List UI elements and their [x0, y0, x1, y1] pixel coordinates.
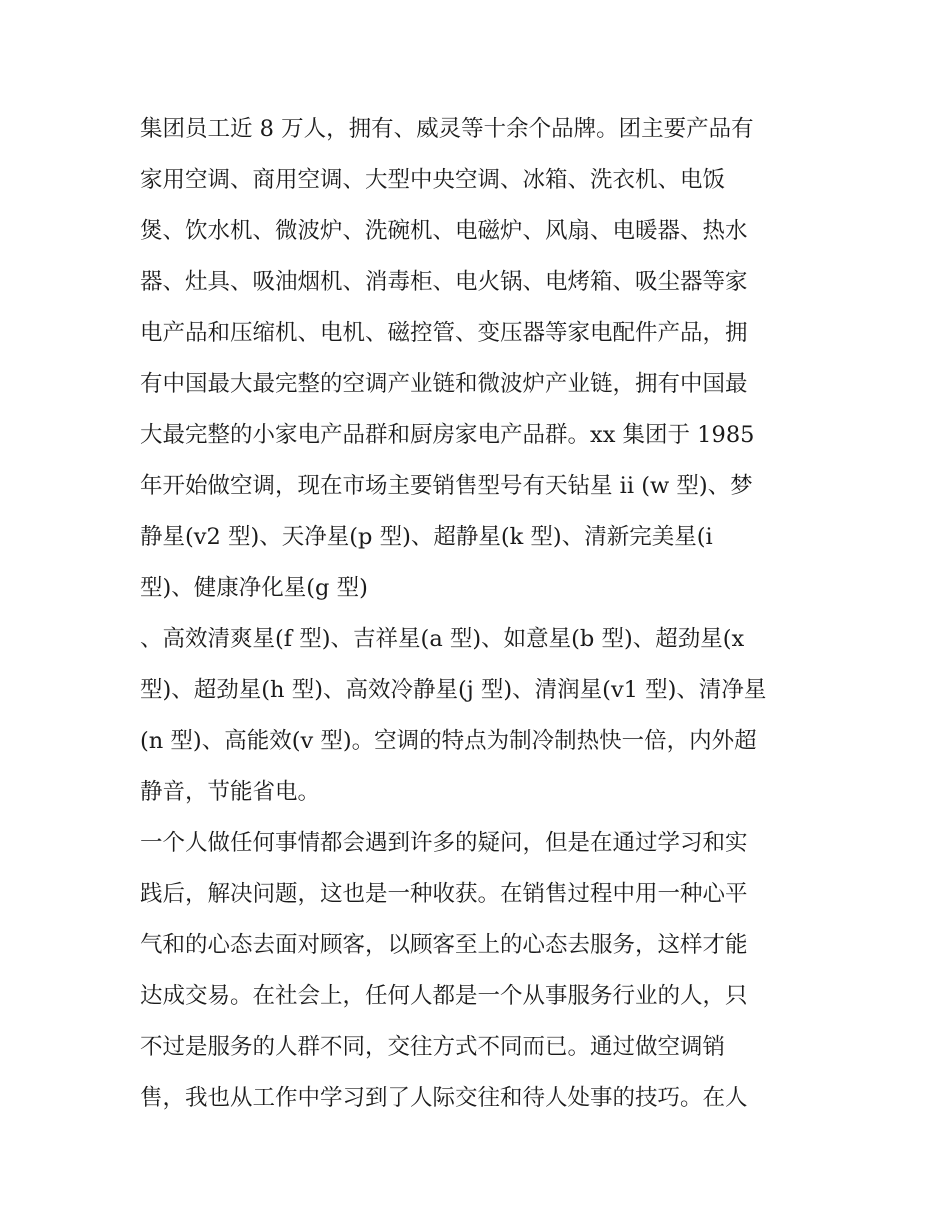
text-line: 型)、超劲星(h 型)、高效冷静星(j 型)、清润星(v1 型)、清净星 — [140, 677, 767, 703]
document-body — [140, 104, 820, 1124]
text-line: 气和的心态去面对顾客，以顾客至上的心态去服务，这样才能 — [140, 932, 748, 958]
text-line: 集团员工近 8 万人，拥有、威灵等十余个品牌。团主要产品有 — [140, 116, 754, 142]
text-line: 大最完整的小家电产品群和厨房家电产品群。xx 集团于 1985 — [140, 422, 755, 448]
text-line: 家用空调、商用空调、大型中央空调、冰箱、洗衣机、电饭 — [140, 167, 726, 193]
text-line: 达成交易。在社会上，任何人都是一个从事服务行业的人，只 — [140, 983, 748, 1009]
text-line: (n 型)、高能效(v 型)。空调的特点为制冷制热快一倍，内外超 — [140, 728, 757, 754]
text-line: 、高效清爽星(f 型)、吉祥星(a 型)、如意星(b 型)、超劲星(x — [140, 626, 745, 652]
text-line: 践后，解决问题，这也是一种收获。在销售过程中用一种心平 — [140, 881, 748, 907]
text-line: 型)、健康净化星(g 型) — [140, 575, 368, 601]
text-line: 器、灶具、吸油烟机、消毒柜、电火锅、电烤箱、吸尘器等家 — [140, 269, 748, 295]
text-line: 年开始做空调，现在市场主要销售型号有天钻星 ii (w 型)、梦 — [140, 473, 753, 499]
text-line: 静音，节能省电。 — [140, 779, 321, 805]
text-line: 售，我也从工作中学习到了人际交往和待人处事的技巧。在人 — [140, 1085, 748, 1111]
text-line: 不过是服务的人群不同，交往方式不同而已。通过做空调销 — [140, 1034, 726, 1060]
text-line: 有中国最大最完整的空调产业链和微波炉产业链，拥有中国最 — [140, 371, 748, 397]
text-line: 一个人做任何事情都会遇到许多的疑问，但是在通过学习和实 — [140, 830, 748, 856]
text-line: 静星(v2 型)、天净星(p 型)、超静星(k 型)、清新完美星(i — [140, 524, 713, 550]
text-line: 煲、饮水机、微波炉、洗碗机、电磁炉、风扇、电暖器、热水 — [140, 218, 748, 244]
text-line: 电产品和压缩机、电机、磁控管、变压器等家电配件产品，拥 — [140, 320, 748, 346]
